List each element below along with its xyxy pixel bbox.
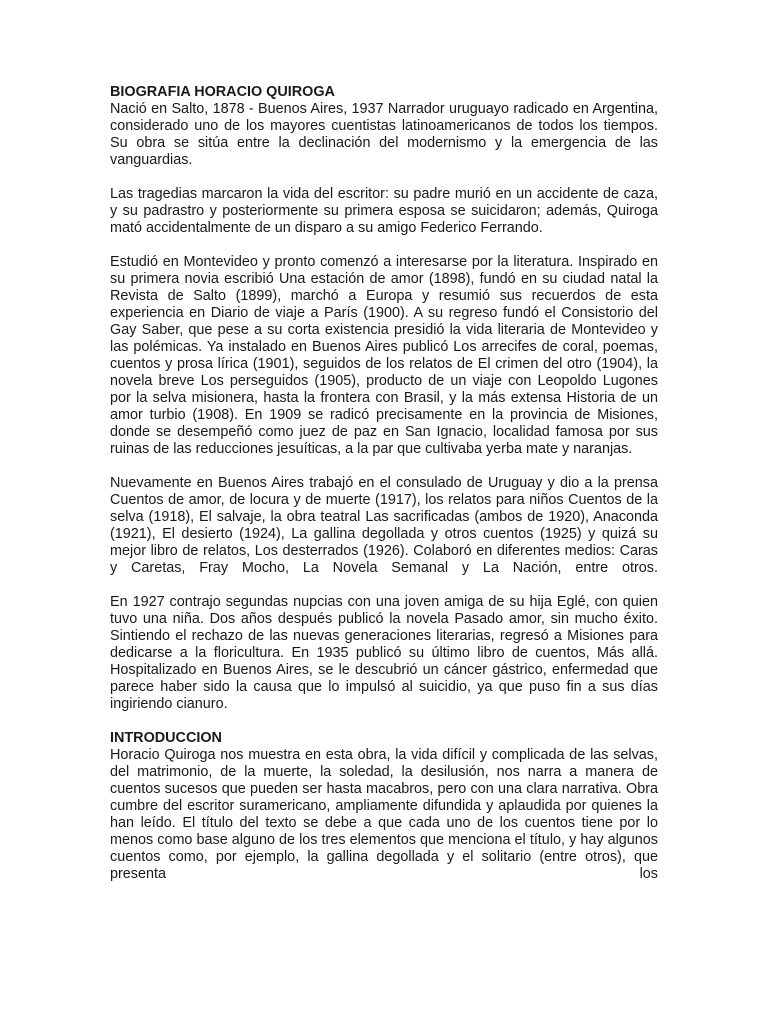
- bio-paragraph-career: Estudió en Montevideo y pronto comenzó a interesarse por la literatura. Inspirado en su primera novia escribió Una estación de amor (1898), fundó en su ciudad natal la Revista de Salto (1899), marchó a Europa y resumió sus recuerdos de esta experiencia en Diario de viaje a París (1900). A su regreso fundó el Consistorio del Gay Saber, que pese a su corta existencia presidió la vida literaria de Montevideo y las polémicas. Ya instalado en Buenos Aires publicó Los arrecifes de coral, poemas, cuentos y prosa lírica (1901), seguidos de los relatos de El crimen del otro (1904), la novela breve Los perseguidos (1905), producto de un viaje con Leopoldo Lugones por la selva misionera, hasta la frontera con Brasil, y la más extensa Historia de un amor turbio (1908). En 1909 se radicó precisamente en la provincia de Misiones, donde se desempeñó como juez de paz en San Ignacio, localidad famosa por sus ruinas de las reducciones jesuíticas, a la par que cultivaba yerba mate y naranjas.: [110, 254, 658, 457]
- bio-paragraph-tragedies: Las tragedias marcaron la vida del escritor: su padre murió en un accidente de caza, y su padrastro y posteriormente su primera esposa se suicidaron; además, Quiroga mató accidentalmente de un disparo a su amigo Federico Ferrando.: [110, 186, 658, 236]
- bio-paragraph-final-years: En 1927 contrajo segundas nupcias con una joven amiga de su hija Eglé, con quien tuvo una niña. Dos años después publicó la novela Pasado amor, sin mucho éxito. Sintiendo el rechazo de las nuevas generaciones literarias, regresó a Misiones para dedicarse a la floricultura. En 1935 publicó su último libro de cuentos, Más allá. Hospitalizado en Buenos Aires, se le descubrió un cáncer gástrico, enfermedad que parece haber sido la causa que lo impulsó al suicidio, ya que puso fin a sus días ingiriendo cianuro.: [110, 594, 658, 712]
- bio-paragraph-buenos-aires: Nuevamente en Buenos Aires trabajó en el consulado de Uruguay y dio a la prensa Cuentos de amor, de locura y de muerte (1917), los relatos para niños Cuentos de la selva (1918), El salvaje, la obra teatral Las sacrificadas (ambos de 1920), Anaconda (1921), El desierto (1924), La gallina degollada y otros cuentos (1925) y quizá su mejor libro de relatos, Los desterrados (1926). Colaboró en diferentes medios: Caras y Caretas, Fray Mocho, La Novela Semanal y La Nación, entre otros.: [110, 475, 658, 576]
- document-page: [110, 84, 658, 883]
- intro-heading: INTRODUCCION: [110, 730, 222, 746]
- intro-paragraph: Horacio Quiroga nos muestra en esta obra, la vida difícil y complicada de las selvas, del matrimonio, de la muerte, la soledad, la desilusión, nos narra a manera de cuentos sucesos que pueden ser hasta macabros, pero con una clara narrativa. Obra cumbre del escritor suramericano, ampliamente difundida y aplaudida por quienes la han leído. El título del texto se debe a que cada uno de los cuentos tiene por lo menos como base alguno de los tres elementos que menciona el título, y hay algunos cuentos como, por ejemplo, la gallina degollada y el solitario (entre otros), que presenta los: [110, 747, 658, 882]
- bio-heading: BIOGRAFIA HORACIO QUIROGA: [110, 84, 335, 100]
- bio-paragraph-origin: Nació en Salto, 1878 - Buenos Aires, 1937 Narrador uruguayo radicado en Argentina, considerado uno de los mayores cuentistas latinoamericanos de todos los tiempos. Su obra se sitúa entre la declinación del modernismo y la emergencia de las vanguardias.: [110, 101, 658, 168]
